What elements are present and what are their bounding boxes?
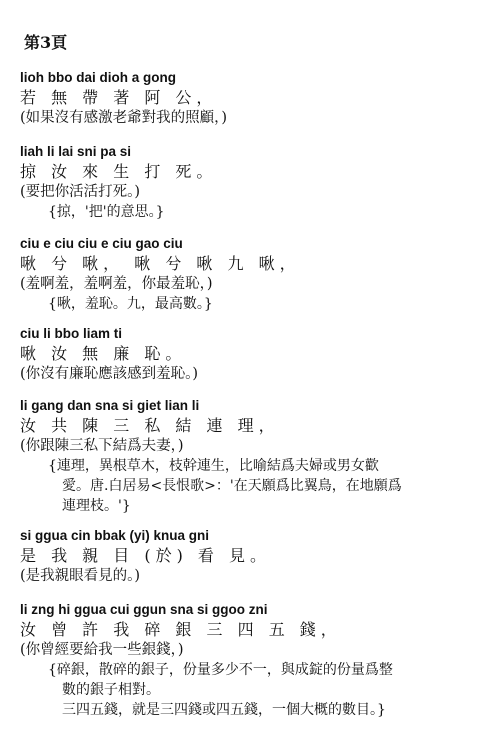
translation-line: (是我親眼看見的。) [20, 568, 141, 584]
chinese-line: 啾 兮 啾， 啾 兮 啾 九 啾， [20, 254, 301, 273]
verse-block [20, 396, 490, 516]
annotation-line: {連理，異根草木，枝幹連生，比喻結爲夫婦或男女歡 [48, 458, 379, 474]
annotation-line: 連理枝。'} [62, 498, 131, 514]
chinese-line: 若 無 帶 著 阿 公， [20, 88, 218, 107]
romanization-line: li zng hi ggua cui ggun sna si ggoo zni [20, 602, 268, 617]
annotation-line: 數的銀子相對。 [62, 682, 160, 698]
verse-block [20, 234, 490, 314]
annotation-note [20, 660, 490, 720]
annotation-line: 愛。唐.白居易<長恨歌>：'在天願爲比翼鳥，在地願爲 [62, 478, 402, 494]
chinese-line: 汝 共 陳 三 私 結 連 理， [20, 416, 280, 435]
romanization-line: lioh bbo dai dioh a gong [20, 70, 176, 85]
annotation-note [20, 456, 490, 516]
chinese-line: 啾 汝 無 廉 恥。 [20, 344, 187, 363]
chinese-line: 汝 曾 許 我 碎 銀 三 四 五 錢， [20, 620, 342, 639]
verse-block [20, 600, 490, 720]
page-number: 第3頁 [24, 33, 68, 52]
translation-line: (要把你活活打死。) [20, 184, 141, 200]
annotation-note: {啾，羞恥。九，最高數。} [48, 296, 213, 312]
translation-line: (你曾經要給我一些銀錢，) [20, 642, 184, 658]
translation-line: (你跟陳三私下結爲夫妻，) [20, 438, 184, 454]
romanization-line: li gang dan sna si giet lian li [20, 398, 200, 413]
romanization-line: liah li lai sni pa si [20, 144, 132, 159]
verse-block [20, 324, 490, 384]
chinese-line: 是 我 親 目 (於) 看 見。 [20, 546, 272, 565]
romanization-line: ciu e ciu ciu e ciu gao ciu [20, 236, 183, 251]
verse-block [20, 142, 490, 222]
romanization-line: ciu li bbo liam ti [20, 326, 123, 341]
verse-block [20, 68, 490, 128]
chinese-line: 掠 汝 來 生 打 死。 [20, 162, 218, 181]
translation-line: (你沒有廉恥應該感到羞恥。) [20, 366, 199, 382]
translation-line: (羞啊羞，羞啊羞，你最羞恥，) [20, 276, 213, 292]
translation-line: (如果沒有感激老爺對我的照顧，) [20, 110, 228, 126]
annotation-line: 三四五錢，就是三四錢或四五錢，一個大概的數目。} [62, 702, 386, 718]
verse-block [20, 526, 490, 586]
annotation-line: {碎銀，散碎的銀子，份量多少不一，與成錠的份量爲整 [48, 662, 393, 678]
annotation-note: {掠，'把'的意思。} [48, 204, 165, 220]
romanization-line: si ggua cin bbak (yi) knua gni [20, 528, 210, 543]
